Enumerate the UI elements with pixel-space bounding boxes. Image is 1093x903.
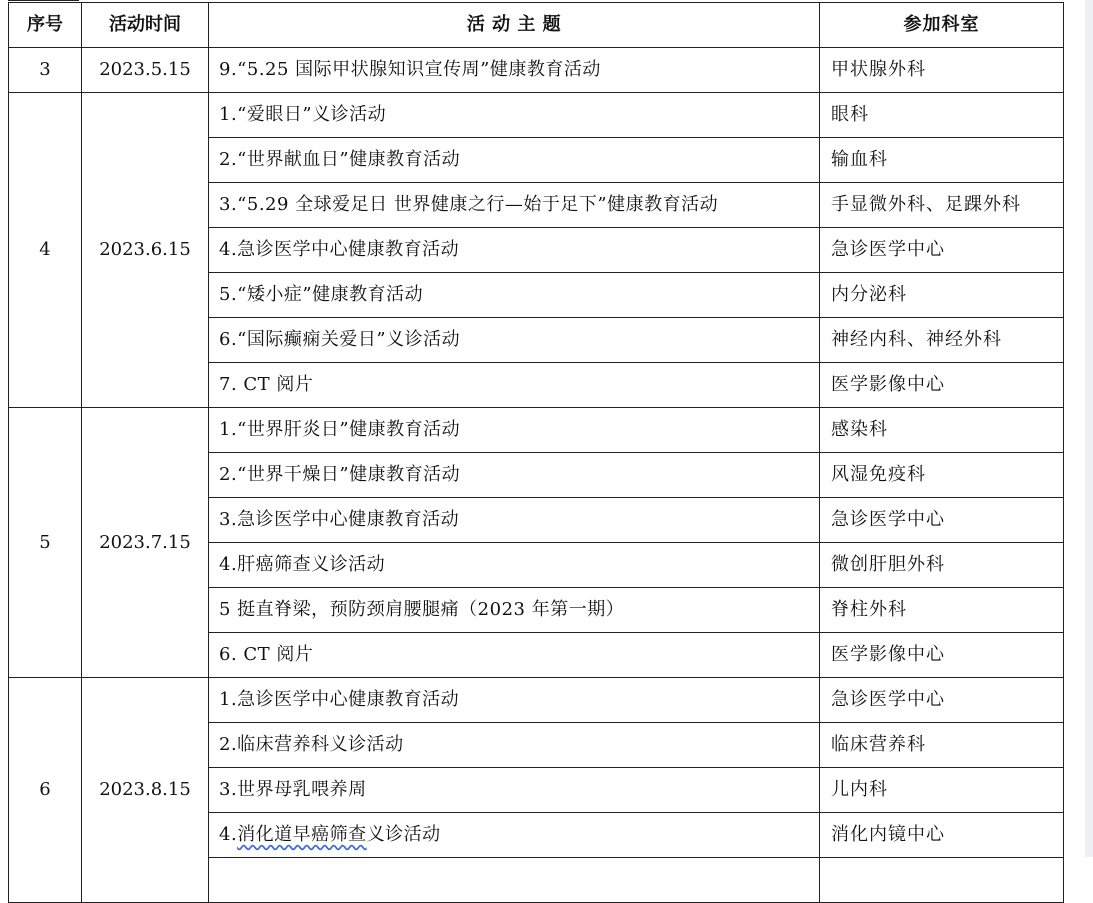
- row-number: 3: [9, 48, 82, 93]
- department: 感染科: [820, 408, 1064, 453]
- row-number: 4: [9, 93, 82, 408]
- activity-topic: 9.“5.25 国际甲状腺知识宣传周”健康教育活动: [209, 48, 820, 93]
- header-number: 序号: [9, 3, 82, 48]
- activity-topic: 3.急诊医学中心健康教育活动: [209, 498, 820, 543]
- activity-topic: 1.急诊医学中心健康教育活动: [209, 678, 820, 723]
- department: 脊柱外科: [820, 588, 1064, 633]
- department: 内分泌科: [820, 273, 1064, 318]
- header-topic: 活 动 主 题: [209, 3, 820, 48]
- activity-topic: 1.“爱眼日”义诊活动: [209, 93, 820, 138]
- activity-topic: 5.“矮小症”健康教育活动: [209, 273, 820, 318]
- topic-rest: 义诊活动: [366, 824, 441, 845]
- department: 医学影像中心: [820, 633, 1064, 678]
- department: 急诊医学中心: [820, 498, 1064, 543]
- row-date: 2023.5.15: [82, 48, 209, 93]
- department: 急诊医学中心: [820, 678, 1064, 723]
- activity-topic: 4.肝癌筛查义诊活动: [209, 543, 820, 588]
- activity-topic: 4.急诊医学中心健康教育活动: [209, 228, 820, 273]
- table-row: [9, 678, 1064, 723]
- page-right-margin: [1085, 0, 1093, 857]
- department: 急诊医学中心: [820, 228, 1064, 273]
- department: 眼科: [820, 93, 1064, 138]
- activity-schedule-table: [8, 2, 1064, 903]
- header-date: 活动时间: [82, 3, 209, 48]
- activity-topic: 2.“世界献血日”健康教育活动: [209, 138, 820, 183]
- row-date: 2023.7.15: [82, 408, 209, 678]
- activity-topic: 7. CT 阅片: [209, 363, 820, 408]
- activity-topic: 3.世界母乳喂养周: [209, 768, 820, 813]
- activity-topic: [209, 813, 820, 858]
- header-department: 参加科室: [820, 3, 1064, 48]
- department: 医学影像中心: [820, 363, 1064, 408]
- activity-topic: 2.临床营养科义诊活动: [209, 723, 820, 768]
- activity-topic: 2.“世界干燥日”健康教育活动: [209, 453, 820, 498]
- department: 临床营养科: [820, 723, 1064, 768]
- table-row: [9, 408, 1064, 453]
- spellcheck-marked-text: 消化道早癌筛查: [237, 824, 367, 845]
- department: 风湿免疫科: [820, 453, 1064, 498]
- activity-topic: 5 挺直脊梁，预防颈肩腰腿痛（2023 年第一期）: [209, 588, 820, 633]
- table-row: [9, 93, 1064, 138]
- activity-topic: 6. CT 阅片: [209, 633, 820, 678]
- row-date: 2023.8.15: [82, 678, 209, 903]
- activity-topic: 1.“世界肝炎日”健康教育活动: [209, 408, 820, 453]
- table-header-row: [9, 3, 1064, 48]
- department: [820, 858, 1064, 903]
- row-number: 5: [9, 408, 82, 678]
- activity-topic: [209, 858, 820, 903]
- table-row: [9, 48, 1064, 93]
- department: 输血科: [820, 138, 1064, 183]
- department: 甲状腺外科: [820, 48, 1064, 93]
- department: 微创肝胆外科: [820, 543, 1064, 588]
- activity-topic: 3.“5.29 全球爱足日 世界健康之行—始于足下”健康教育活动: [209, 183, 820, 228]
- department: 神经内科、神经外科: [820, 318, 1064, 363]
- row-date: 2023.6.15: [82, 93, 209, 408]
- department: 儿内科: [820, 768, 1064, 813]
- row-number: 6: [9, 678, 82, 903]
- department: 手显微外科、足踝外科: [820, 183, 1064, 228]
- department: 消化内镜中心: [820, 813, 1064, 858]
- topic-number: 4.: [219, 824, 238, 845]
- activity-topic: 6.“国际癫痫关爱日”义诊活动: [209, 318, 820, 363]
